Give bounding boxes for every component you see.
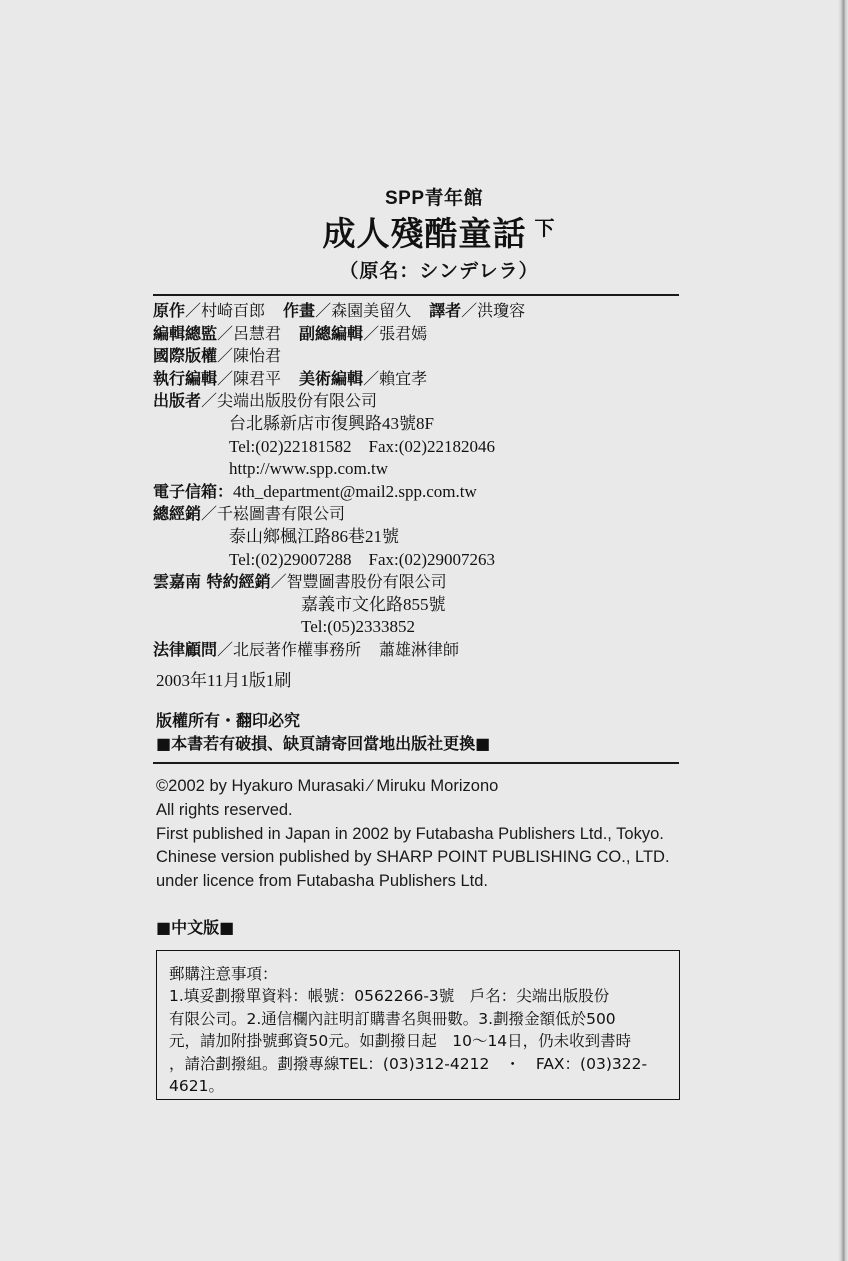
- legal-row: [153, 639, 525, 662]
- email-address[interactable]: 4th_department@mail2.spp.com.tw: [233, 481, 477, 501]
- intl-rights-label: 國際版權: [153, 346, 218, 366]
- distributor-label: 總經銷: [153, 504, 202, 524]
- translator: 洪瓊容: [477, 301, 526, 320]
- publisher-tel-fax: Tel:(02)22181582 Fax:(02)22182046: [229, 436, 496, 456]
- art-editor: 賴宜孝: [379, 368, 428, 388]
- exec-editor-label: 執行編輯: [153, 368, 218, 388]
- separator: ／: [363, 368, 380, 388]
- credits-row-exec-art: [153, 368, 525, 391]
- separator: ／: [270, 572, 287, 592]
- separator: ／: [461, 301, 478, 320]
- book-title: [0, 208, 848, 255]
- mail-order-line: ，請洽劃撥組。劃撥專線TEL：(03)312-4212 ・ FAX：(03)322-: [169, 1054, 648, 1073]
- divider-bottom: [153, 762, 679, 764]
- publisher-name: 尖端出版股份有限公司: [217, 391, 378, 411]
- distributor-address: 泰山鄉楓江路86巷21號: [229, 526, 399, 546]
- mail-order-box: [156, 950, 680, 1100]
- printing-date: 2003年11月1版1刷: [156, 671, 292, 690]
- legal-lawyer: 蕭雄淋律師: [379, 639, 460, 659]
- mail-order-line: 4621。: [169, 1077, 224, 1096]
- divider-top: [153, 294, 679, 296]
- distributor-row: [153, 503, 525, 526]
- copyright-line: ©2002 by Hyakuro Murasaki ∕ Miruku Morizono: [156, 777, 499, 795]
- separator: ／: [217, 346, 234, 366]
- first-published-line: First published in Japan in 2002 by Futabasha Publishers Ltd., Tokyo.: [156, 824, 664, 843]
- credits-row-editors: [153, 323, 525, 346]
- edition-label: ■中文版■: [156, 918, 235, 937]
- original-author: 村崎百郎: [201, 301, 266, 320]
- original-title: （原名：シンデレラ）: [339, 260, 539, 282]
- damage-return-notice: ■本書若有破損、缺頁請寄回當地出版社更換■: [156, 734, 491, 753]
- publisher-label: 出版者: [153, 391, 202, 411]
- exec-editor: 陳君平: [233, 368, 282, 388]
- distributor-name: 千崧圖書有限公司: [217, 504, 346, 524]
- translator-label: 譯者: [429, 301, 462, 320]
- chief-editor-label: 編輯總監: [153, 323, 218, 343]
- separator: ／: [217, 639, 234, 659]
- regional-distributor-tel: Tel:(05)2333852: [301, 617, 416, 637]
- legal-firm: 北辰著作權事務所: [233, 639, 362, 659]
- series-name: SPP青年館: [384, 188, 484, 209]
- legal-label: 法律顧問: [153, 639, 218, 659]
- original-author-label: 原作: [153, 301, 186, 320]
- mail-order-title: 郵購注意事項：: [169, 965, 278, 983]
- regional-distributor-row: [153, 571, 525, 594]
- rights-notice: 版權所有・翻印必究: [156, 711, 301, 730]
- email-label: 電子信箱: [153, 481, 218, 501]
- art-editor-label: 美術編輯: [299, 368, 364, 388]
- credits-block: [153, 300, 525, 662]
- email-colon: ：: [217, 481, 234, 501]
- intl-rights: 陳怡君: [233, 346, 282, 366]
- deputy-chief-editor-label: 副總編輯: [299, 323, 364, 343]
- distributor-tel-fax: Tel:(02)29007288 Fax:(02)29007263: [229, 549, 496, 569]
- artist-label: 作畫: [283, 301, 316, 320]
- mail-order-line: 元，請加附掛號郵資50元。如劃撥日起 10～14日，仍未收到書時: [169, 1032, 632, 1051]
- chinese-version-line: Chinese version published by SHARP POINT PUBLISHING CO., LTD.: [156, 848, 670, 867]
- separator: ／: [217, 368, 234, 388]
- separator: ／: [201, 391, 218, 411]
- english-copyright-notice: [156, 775, 670, 894]
- publisher-address: 台北縣新店市復興路43號8F: [229, 413, 434, 433]
- all-rights-line: All rights reserved.: [156, 800, 293, 819]
- regional-distributor-address: 嘉義市文化路855號: [301, 594, 446, 614]
- credits-row-authors: [153, 300, 525, 323]
- credits-row-intl-rights: [153, 345, 525, 368]
- regional-distributor-label: 雲嘉南 特約經銷: [153, 572, 271, 592]
- mail-order-line: 1.填妥劃撥單資料：帳號：0562266-3號 戶名：尖端出版股份: [169, 987, 610, 1006]
- mail-order-line: 有限公司。2.通信欄內註明訂購書名與冊數。3.劃撥金額低於500: [169, 1009, 616, 1028]
- volume-label: 下: [534, 216, 556, 240]
- artist: 森園美留久: [331, 301, 412, 320]
- publisher-row: [153, 390, 525, 413]
- separator: ／: [363, 323, 380, 343]
- publisher-url[interactable]: http://www.spp.com.tw: [229, 459, 388, 479]
- separator: ／: [217, 323, 234, 343]
- licence-line: under licence from Futabasha Publishers Ltd.: [156, 872, 489, 891]
- separator: ／: [201, 504, 218, 524]
- regional-distributor-name: 智豐圖書股份有限公司: [286, 572, 447, 592]
- email-row: [153, 481, 525, 504]
- separator: ／: [315, 301, 332, 320]
- book-title-text: 成人殘酷童話: [322, 214, 527, 253]
- chief-editor: 呂慧君: [233, 323, 282, 343]
- separator: ／: [185, 301, 202, 320]
- deputy-chief-editor: 張君嫣: [379, 323, 428, 343]
